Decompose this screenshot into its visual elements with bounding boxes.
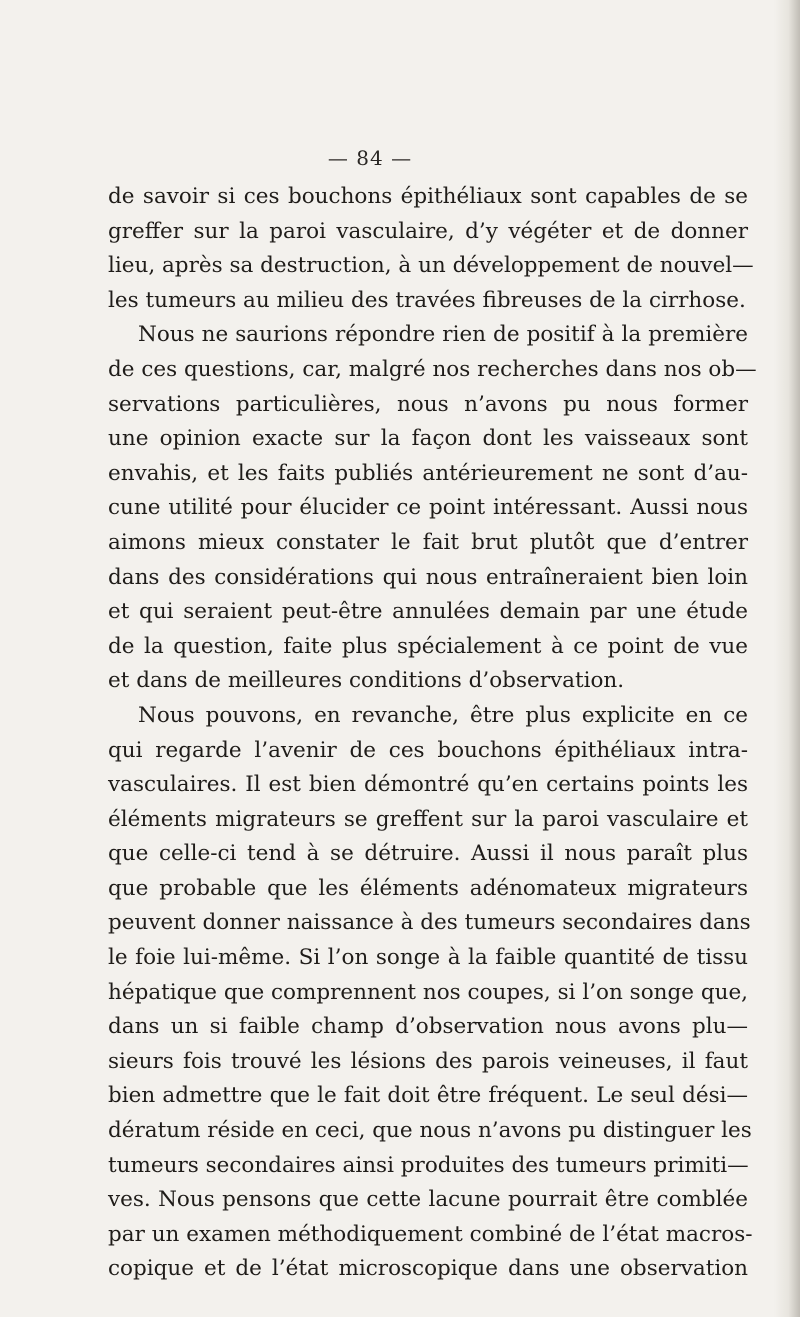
text-line: le foie lui-même. Si l’on songe à la faible quantité de tissu	[108, 945, 748, 971]
text-line: par un examen méthodiquement combiné de l’état macros-	[108, 1221, 753, 1247]
text-line: cune utilité pour élucider ce point intéressant. Aussi nous	[108, 495, 748, 521]
text-line: dans des considérations qui nous entraîneraient bien loin	[108, 564, 748, 590]
text-line: les tumeurs au milieu des travées fibreuses de la cirrhose.	[108, 287, 746, 313]
text-line: vasculaires. Il est bien démontré qu’en certains points les	[108, 772, 748, 798]
body-text	[108, 180, 757, 1287]
text-line: une opinion exacte sur la façon dont les vaisseaux sont	[108, 426, 748, 452]
text-line: copique et de l’état microscopique dans une observation	[108, 1256, 748, 1282]
text-line: servations particulières, nous n’avons pu nous former	[108, 391, 748, 417]
text-line: envahis, et les faits publiés antérieurement ne sont d’au-	[108, 460, 748, 486]
text-line: sieurs fois trouvé les lésions des parois veineuses, il faut	[108, 1048, 748, 1074]
text-line: qui regarde l’avenir de ces bouchons épithéliaux intra-	[108, 737, 748, 763]
text-line: de ces questions, car, malgré nos recherches dans nos ob—	[108, 356, 757, 382]
text-line: bien admettre que le fait doit être fréquent. Le seul dési—	[108, 1083, 748, 1109]
page-edge-shadow	[774, 0, 800, 1317]
text-line: ves. Nous pensons que cette lacune pourrait être comblée	[108, 1187, 748, 1213]
text-line: éléments migrateurs se greffent sur la paroi vasculaire et	[108, 806, 748, 832]
text-line: de savoir si ces bouchons épithéliaux sont capables de se	[108, 184, 748, 209]
text-line: et dans de meilleures conditions d’observation.	[108, 668, 625, 694]
page-number: — 84 —	[327, 146, 413, 170]
text-line: que probable que les éléments adénomateux migrateurs	[108, 875, 748, 901]
text-line: dératum réside en ceci, que nous n’avons pu distinguer les	[108, 1118, 752, 1144]
text-line: greffer sur la paroi vasculaire, d’y végéter et de donner	[108, 218, 748, 244]
text-line: que celle-ci tend à se détruire. Aussi il nous paraît plus	[108, 841, 748, 867]
text-line: de la question, faite plus spécialement à ce point de vue	[108, 633, 748, 659]
text-line: tumeurs secondaires ainsi produites des tumeurs primiti—	[108, 1152, 749, 1178]
text-line: aimons mieux constater le fait brut plutôt que d’entrer	[108, 529, 748, 555]
text-line: peuvent donner naissance à des tumeurs secondaires dans	[108, 910, 751, 936]
text-line: dans un si faible champ d’observation nous avons plu—	[108, 1014, 748, 1040]
text-line: Nous ne saurions répondre rien de positif à la première	[138, 322, 748, 348]
text-line: et qui seraient peut-être annulées demain par une étude	[108, 599, 748, 625]
text-line: lieu, après sa destruction, à un développement de nouvel—	[108, 253, 754, 279]
text-line: Nous pouvons, en revanche, être plus explicite en ce	[138, 702, 748, 728]
text-line: hépatique que comprennent nos coupes, si l’on songe que,	[108, 979, 748, 1005]
